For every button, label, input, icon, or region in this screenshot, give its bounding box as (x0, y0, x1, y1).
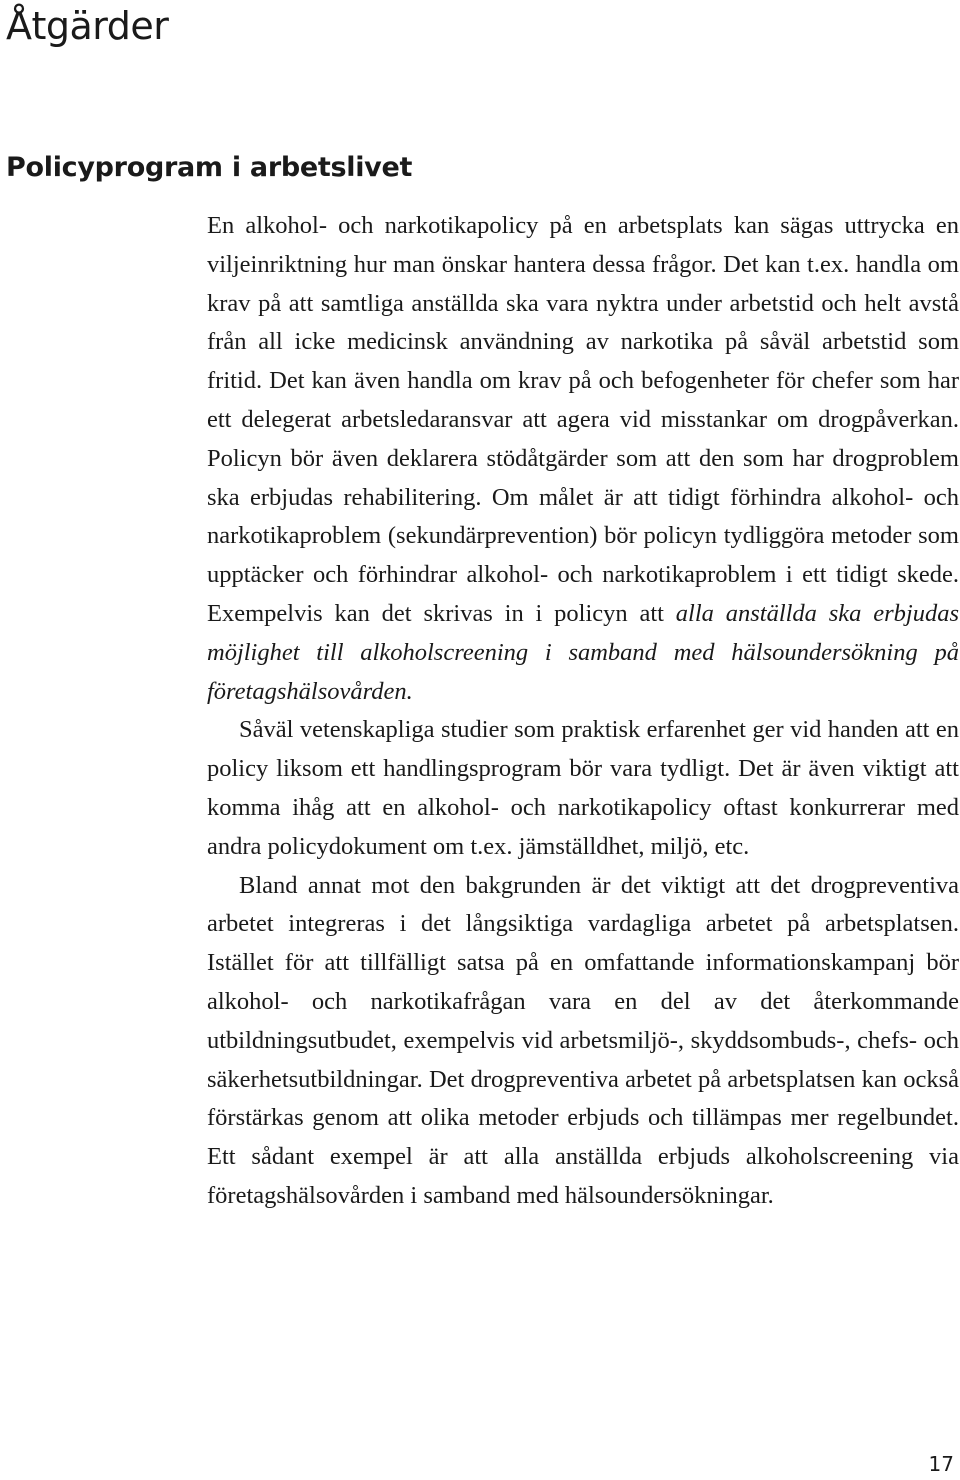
body-text (207, 207, 959, 1216)
paragraph-1-italic-example: alla anställda ska erbjudas möjlighet till alkoholscreening i samband med hälsoundersökning på företagshälsovården. (207, 599, 959, 705)
paragraph-1-text: En alkohol- och narkotikapolicy på en arbetsplats kan sägas uttrycka en viljeinriktning hur man önskar hantera dessa frågor. Det kan t.ex. handla om krav på att samtliga anställda ska vara nyktra under arbetstid och helt avstå från all icke medicinsk användning av narkotika på såväl arbetstid som fritid. Det kan även handla om krav på och befogenheter för chefer som har ett delegerat arbetsledaransvar att agera vid misstankar om drogpåverkan. Policyn bör även deklarera stödåtgärder som att den som har drogproblem ska erbjudas rehabilitering. Om målet är att tidigt förhindra alkohol- och narkotikaproblem (sekundärprevention) bör policyn tydliggöra metoder som upptäcker och förhindrar alkohol- och narkotikaproblem i ett tidigt skede. Exempelvis kan det skrivas in i policyn att (207, 212, 959, 627)
page-number: 17 (928, 1452, 954, 1476)
paragraph-3: Bland annat mot den bakgrunden är det viktigt att det drogpreventiva arbetet integreras i det långsiktiga vardagliga arbetet på arbetsplatsen. Istället för att tillfälligt satsa på en omfattande informationskampanj bör alkohol- och narkotikafrågan vara en del av det återkommande utbildningsutbudet, exempelvis vid arbetsmiljö-, skyddsombuds-, chefs- och säkerhetsutbildningar. Det drogpreventiva arbetet på arbetsplatsen kan också förstärkas genom att olika metoder erbjuds och tillämpas mer regelbundet. Ett sådant exempel är att alla anställda erbjuds alkoholscreening via företagshälsovården i samband med hälsoundersökningar. (207, 871, 959, 1209)
chapter-title: Åtgärder (6, 4, 169, 48)
paragraph-1 (207, 207, 959, 711)
paragraph-2: Såväl vetenskapliga studier som praktisk erfarenhet ger vid handen att en policy liksom ett handlingsprogram bör vara tydligt. Det är även viktigt att komma ihåg att en alkohol- och narkotikapolicy oftast konkurrerar med andra policydokument om t.ex. jämställdhet, miljö, etc. (207, 716, 959, 860)
section-heading: Policyprogram i arbetslivet (6, 152, 413, 183)
